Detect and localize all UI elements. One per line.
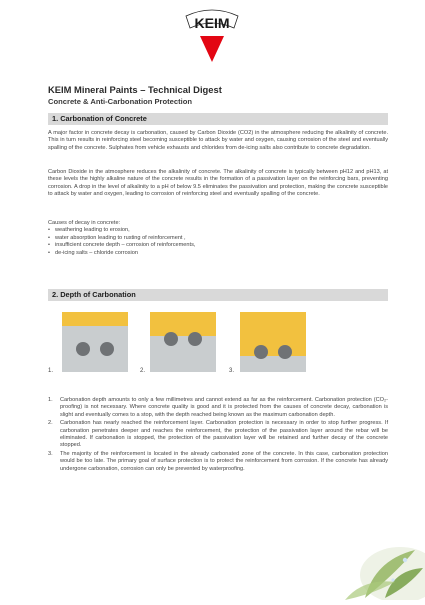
causes-list <box>48 220 378 257</box>
figure-label: 2. <box>140 368 146 374</box>
carbonated-layer <box>150 312 216 336</box>
list-item-number: 2. <box>48 420 53 427</box>
rebar-icon <box>278 345 292 359</box>
rebar-icon <box>164 332 178 346</box>
carbonation-figure-3 <box>240 312 306 372</box>
list-item: • weathering leading to erosion, <box>48 227 378 234</box>
list-item-text: Carbonation has nearly reached the reinforcement layer. Carbonation protection is necessary in order to stop further progress. If carbonation penetrates deeper and reaches the reinforcement, the protection of the passivation layer around the rebar will be eliminated. If carbonation is stopped, the protection of the passivation layer will be retained and further decay of the concrete stopped. <box>60 420 388 449</box>
list-item <box>48 397 388 419</box>
carbonated-layer <box>62 312 128 326</box>
figure-label: 1. <box>48 368 54 374</box>
list-item-text: The majority of the reinforcement is located in the already carbonated zone of the concrete. In this case, carbonation protection would be too late. The primary goal of surface protection is to protect the reinforcement from corrosion. If the concrete has already undergone carbonation, corrosion can only be prevented by waterproofing. <box>60 450 388 472</box>
section1-paragraph-2: Carbon Dioxide in the atmosphere reduces the alkalinity of concrete. The alkalinity of concrete is typically between pH12 and pH13, at these levels the highly alkaline nature of the concrete results in the formation of a passivation layer on the reinforcing bars, preventing corrosion. A drop in the level of alkalinity to a pH of below 9.5 eliminates the passivation and protection, making the concrete susceptible to attack by water and oxygen, leading to corrosion of reinforcing steel and eventually spalling of the concrete. <box>48 169 388 198</box>
list-item: • de-icing salts – chloride corrosion <box>48 250 378 257</box>
page-subtitle: Concrete & Anti-Carbonation Protection <box>48 97 193 106</box>
list-item <box>48 451 388 473</box>
list-item: • water absorption leading to rusting of reinforcement , <box>48 235 378 242</box>
section1-paragraph-1: A major factor in concrete decay is carbonation, caused by Carbon Dioxide (CO2) in the atmosphere reducing the alkalinity of concrete. This in turn results in reinforcing steel becoming susceptible to attack by water and oxygen, causing corrosion of the steel and eventually spalling of the concrete. Sulphates from vehicle exhausts and chlorides from de-icing salts also contribute to concrete degradation. <box>48 130 388 151</box>
logo-triangle-icon <box>200 36 224 62</box>
list-item: • insufficient concrete depth – corrosion of reinforcements, <box>48 242 378 249</box>
section-heading-depth: 2. Depth of Carbonation <box>48 289 388 301</box>
list-item-number: 3. <box>48 450 53 457</box>
causes-intro: Causes of decay in concrete: <box>48 220 121 226</box>
carbonation-figure-1 <box>62 312 128 372</box>
rebar-icon <box>188 332 202 346</box>
list-item <box>48 420 388 450</box>
keim-logo <box>182 6 242 66</box>
rebar-icon <box>254 345 268 359</box>
logo-text: KEIM <box>194 15 230 31</box>
depth-explanations <box>48 397 388 474</box>
decorative-leaves-image <box>305 520 425 600</box>
rebar-icon <box>76 342 90 356</box>
list-item-text: Carbonation depth amounts to only a few millimetres and cannot extend as far as the reinforcement. Carbonation protection (CO₂-proofing) is not necessary. Where concrete quality is good and it is protected from the causes of concrete decay, carbonation is slight and eventually comes to a stop, with the depth reached being known as the maximum carbonation depth. <box>60 397 388 418</box>
figure-label: 3. <box>229 368 235 374</box>
section-heading-carbonation: 1. Carbonation of Concrete <box>48 113 388 125</box>
carbonated-layer <box>240 312 306 356</box>
carbonation-figure-2 <box>150 312 216 372</box>
list-item-number: 1. <box>48 397 53 403</box>
rebar-icon <box>100 342 114 356</box>
page-title: KEIM Mineral Paints – Technical Digest <box>48 84 222 95</box>
